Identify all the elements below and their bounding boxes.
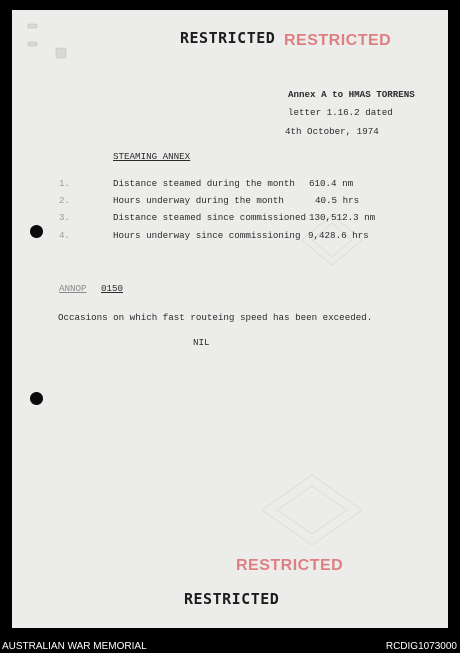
item-number: 1.	[59, 178, 71, 189]
item-label: Hours underway since commissioning	[113, 230, 301, 241]
stamp-restricted-bottom-black: RESTRICTED	[184, 590, 280, 608]
item-value: 40.5 hrs	[315, 195, 360, 206]
footer-archive-name: AUSTRALIAN WAR MEMORIAL	[2, 641, 147, 652]
annop-description: Occasions on which fast routeing speed has been exceeded.	[58, 312, 373, 323]
item-value: 130,512.3 nm	[309, 212, 376, 223]
watermark-crest-bottom	[262, 475, 362, 545]
punch-hole-lower	[30, 392, 43, 405]
stamp-restricted-bottom-red: RESTRICTED	[236, 557, 344, 574]
annop-result: NIL	[193, 337, 210, 348]
staple-marks	[28, 24, 66, 58]
header-annex-line: Annex A to HMAS TORRENS	[288, 89, 415, 100]
annop-code: 0150	[101, 283, 124, 294]
footer-record-id: RCDIG1073000	[385, 641, 457, 652]
document-page	[12, 10, 448, 628]
annex-title: STEAMING ANNEX	[113, 151, 191, 162]
stamp-restricted-top-black: RESTRICTED	[180, 29, 276, 47]
item-label: Distance steamed since commissioned	[113, 212, 306, 223]
annop-prefix: ANNOP	[59, 283, 87, 294]
item-value: 610.4 nm	[309, 178, 354, 189]
punch-hole-upper	[30, 225, 43, 238]
item-number: 4.	[59, 230, 71, 241]
item-label: Hours underway during the month	[113, 195, 284, 206]
item-label: Distance steamed during the month	[113, 178, 295, 189]
item-value: 9,428.6 hrs	[308, 230, 369, 241]
item-number: 2.	[59, 195, 71, 206]
header-letter-line: letter 1.16.2 dated	[288, 107, 393, 118]
stamp-restricted-top-red: RESTRICTED	[284, 32, 392, 49]
header-date-line: 4th October, 1974	[285, 126, 379, 137]
item-number: 3.	[59, 212, 71, 223]
